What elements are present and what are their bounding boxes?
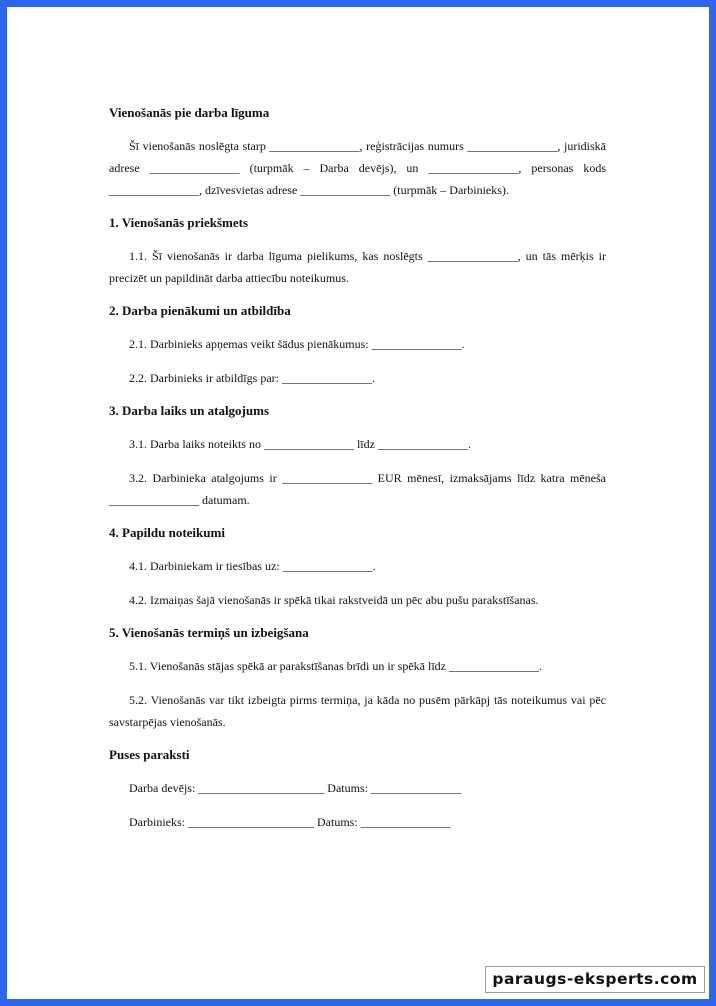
clause-4-2: 4.2. Izmaiņas šajā vienošanās ir spēkā tikai rakstveidā un pēc abu pušu parakstīšanas.: [129, 593, 539, 607]
section-3-heading: 3. Darba laiks un atalgojums: [109, 403, 269, 418]
document-title: Vienošanās pie darba līguma: [109, 105, 270, 120]
watermark-badge: paraugs-eksperts.com: [485, 966, 705, 993]
signatures-heading: Puses paraksti: [109, 747, 190, 762]
clause-1-1: 1.1. Šī vienošanās ir darba līguma pielikums, kas noslēgts _______________, un tās mērķis ir precizēt un papildināt darba attiecību noteikumus.: [109, 249, 606, 285]
clause-2-2: 2.2. Darbinieks ir atbildīgs par: _______________.: [129, 371, 375, 385]
clause-3-1: 3.1. Darba laiks noteikts no _______________ līdz _______________.: [129, 437, 471, 451]
clause-2-1: 2.1. Darbinieks apņemas veikt šādus pienākumus: _______________.: [129, 337, 465, 351]
section-1-heading: 1. Vienošanās priekšmets: [109, 215, 249, 230]
employee-signature-line: Darbinieks: _____________________ Datums: _______________: [129, 815, 451, 829]
section-5-heading: 5. Vienošanās termiņš un izbeigšana: [109, 625, 309, 640]
employer-signature-line: Darba devējs: _____________________ Datums: _______________: [129, 781, 461, 795]
section-2-heading: 2. Darba pienākumi un atbildība: [109, 303, 291, 318]
intro-paragraph: Šī vienošanās noslēgta starp _______________, reģistrācijas numurs _______________, juridiskā adrese _______________ (turpmāk – Darba devējs), un _______________, personas kods _______________, dzīvesvietas adrese _______________ (turpmāk – Darbinieks).: [109, 139, 606, 197]
clause-5-1: 5.1. Vienošanās stājas spēkā ar parakstīšanas brīdi un ir spēkā līdz _______________.: [129, 659, 542, 673]
document-body: [109, 103, 606, 845]
clause-3-2: 3.2. Darbinieka atalgojums ir _______________ EUR mēnesī, izmaksājams līdz katra mēneša _______________ datumam.: [109, 471, 606, 507]
clause-4-1: 4.1. Darbiniekam ir tiesības uz: _______________.: [129, 559, 376, 573]
clause-5-2: 5.2. Vienošanās var tikt izbeigta pirms termiņa, ja kāda no pusēm pārkāpj tās noteikumus vai pēc savstarpējas vienošanās.: [109, 693, 606, 729]
section-4-heading: 4. Papildu noteikumi: [109, 525, 225, 540]
